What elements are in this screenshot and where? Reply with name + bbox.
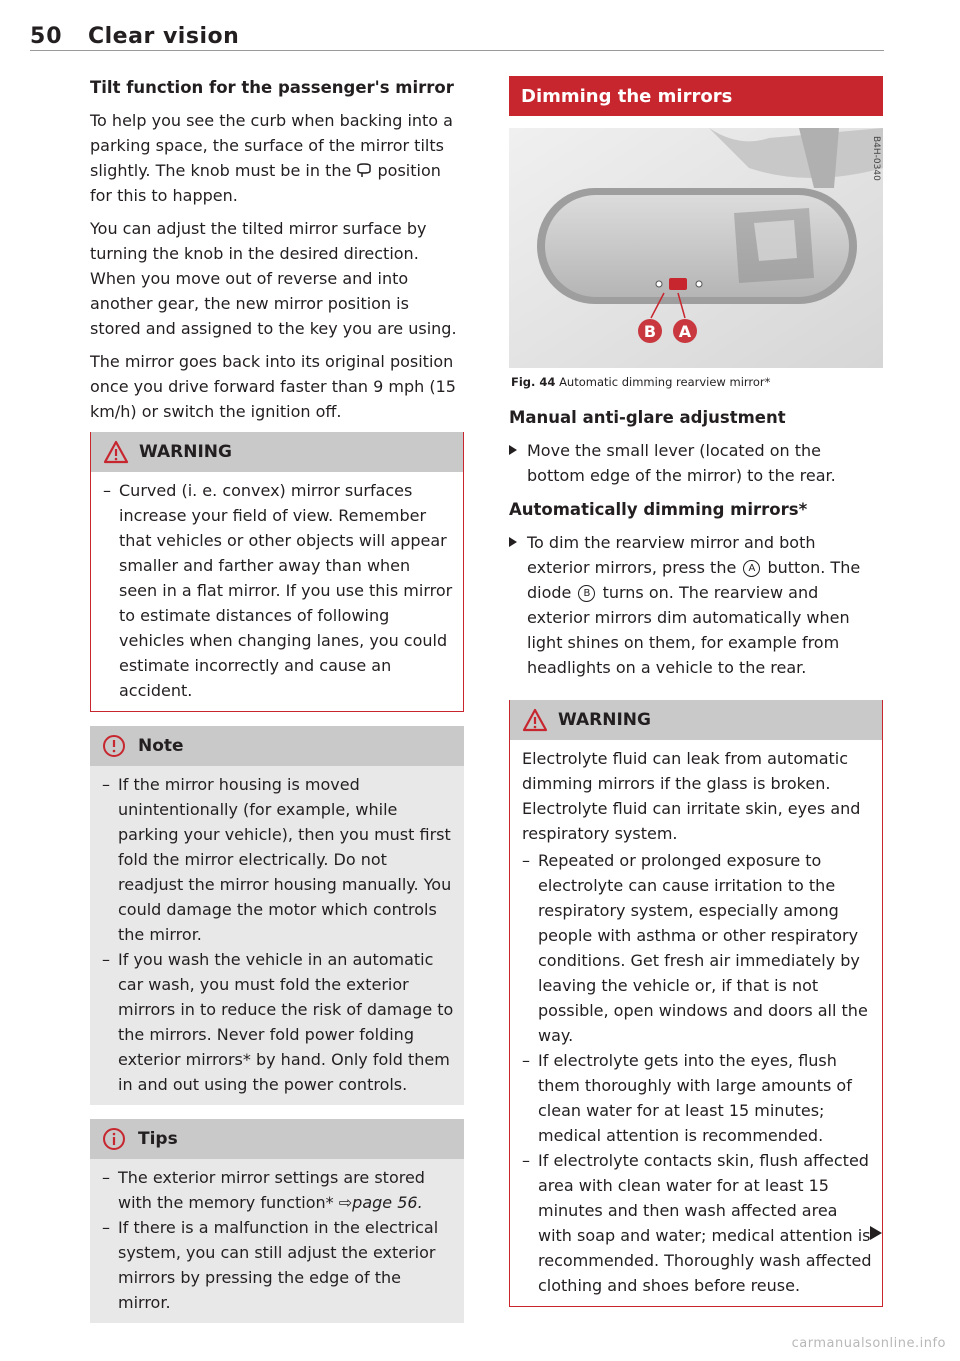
tilt-paragraph-3: The mirror goes back into its original position once you drive forward faster than 9 mph (15 km/h) or switch the ignition off. — [90, 352, 456, 421]
info-circle-icon — [102, 1127, 128, 1151]
mirror-knob-icon — [356, 162, 372, 178]
manual-antiglare-heading: Manual anti-glare adjustment — [509, 408, 786, 427]
left-column — [90, 76, 464, 1323]
rearview-mirror-figure — [509, 128, 883, 368]
warning-box-right — [509, 700, 883, 1307]
note-header: Note — [90, 726, 464, 766]
step-arrow-icon — [509, 445, 517, 455]
header-rule — [30, 50, 884, 51]
callout-b-label: B — [643, 322, 657, 341]
tips-header: Tips — [90, 1119, 464, 1159]
page-reference-link[interactable]: ⇨page 56. — [338, 1193, 423, 1212]
right-column — [509, 76, 883, 1307]
warning-item: – If electrolyte gets into the eyes, flush them thoroughly with large amounts of clean water for at least 15 minutes; medical attention is recommended. — [522, 1048, 872, 1148]
page-number: 50 — [30, 24, 63, 49]
footer-watermark: carmanualsonline.info — [791, 1336, 946, 1351]
tips-item: – The exterior mirror settings are stored with the memory function* ⇨page 56. — [102, 1165, 454, 1215]
diode-b-icon: B — [578, 585, 595, 602]
continue-arrow-icon — [870, 1226, 882, 1240]
note-item: – If the mirror housing is moved unintentionally (for example, while parking your vehicle), then you must first fold the mirror electrically. Do not readjust the mirror housing manually. You could damage the motor which controls the mirror. — [102, 772, 454, 947]
note-box — [90, 726, 464, 1105]
tips-box — [90, 1119, 464, 1323]
tilt-paragraph-1: To help you see the curb when backing into a parking space, the surface of the mirror tilts slightly. The knob must be in the position for this to happen. — [90, 111, 453, 205]
warning-item: – Curved (i. e. convex) mirror surfaces increase your field of view. Remember that vehicles or other objects will appear smaller and farther away than when seen in a flat mirror. If you use this mirror to estimate distances of following vehicles when changing lanes, you could estimate incorrectly and cause an accident. — [103, 478, 453, 703]
warning-box-left — [90, 432, 464, 712]
note-circle-icon — [102, 734, 128, 758]
warning-intro: Electrolyte fluid can leak from automatic dimming mirrors if the glass is broken. Electrolyte fluid can irritate skin, eyes and respiratory system. — [522, 749, 861, 843]
mirror-illustration — [509, 128, 883, 368]
page-header — [30, 24, 884, 54]
tips-item: – If there is a malfunction in the electrical system, you can still adjust the exterior mirrors by pressing the edge of the mirror. — [102, 1215, 454, 1315]
warning-header: WARNING — [510, 700, 882, 740]
warning-header: WARNING — [91, 432, 463, 472]
auto-step: To dim the rearview mirror and both exterior mirrors, press the A button. The diode B turns on. The rearview and exterior mirrors dim automatically when light shines on them, for example from headlights on a vehicle to the rear. — [509, 530, 883, 680]
figure-code: B4H-0340 — [871, 136, 881, 181]
auto-dimming-heading: Automatically dimming mirrors* — [509, 500, 808, 519]
dimming-button-shape — [669, 278, 687, 290]
warning-item: – Repeated or prolonged exposure to electrolyte can cause irritation to the respiratory system, especially among people with asthma or other respiratory conditions. Get fresh air immediately by leaving the vehicle or, if that is not possible, open windows and doors all the way. — [522, 848, 872, 1048]
button-a-icon: A — [743, 560, 760, 577]
tilt-paragraph-2: You can adjust the tilted mirror surface by turning the knob in the desired direction. When you move out of reverse and into another gear, the new mirror position is stored and assigned to the key you are using. — [90, 219, 457, 338]
warning-triangle-icon — [522, 708, 548, 732]
warning-item: – If electrolyte contacts skin, flush affected area with clean water for at least 15 minutes and then wash affected area with soap and water; medical attention is recommended. Thoroughly wash affected clothing and shoes before reuse. — [522, 1148, 872, 1298]
step-arrow-icon — [509, 537, 517, 547]
figure-caption: Fig. 44 Automatic dimming rearview mirror* — [511, 375, 771, 389]
manual-step: Move the small lever (located on the bottom edge of the mirror) to the rear. — [509, 438, 883, 488]
warning-triangle-icon — [103, 440, 129, 464]
dimming-section-banner: Dimming the mirrors — [509, 76, 883, 116]
callout-a-label: A — [678, 322, 692, 341]
tilt-function-heading: Tilt function for the passenger's mirror — [90, 78, 454, 97]
section-title: Clear vision — [88, 24, 240, 49]
note-item: – If you wash the vehicle in an automatic car wash, you must fold the exterior mirrors in to reduce the risk of damage to the mirrors. Never fold power folding exterior mirrors* by hand. Only fold them in and out using the power controls. — [102, 947, 454, 1097]
